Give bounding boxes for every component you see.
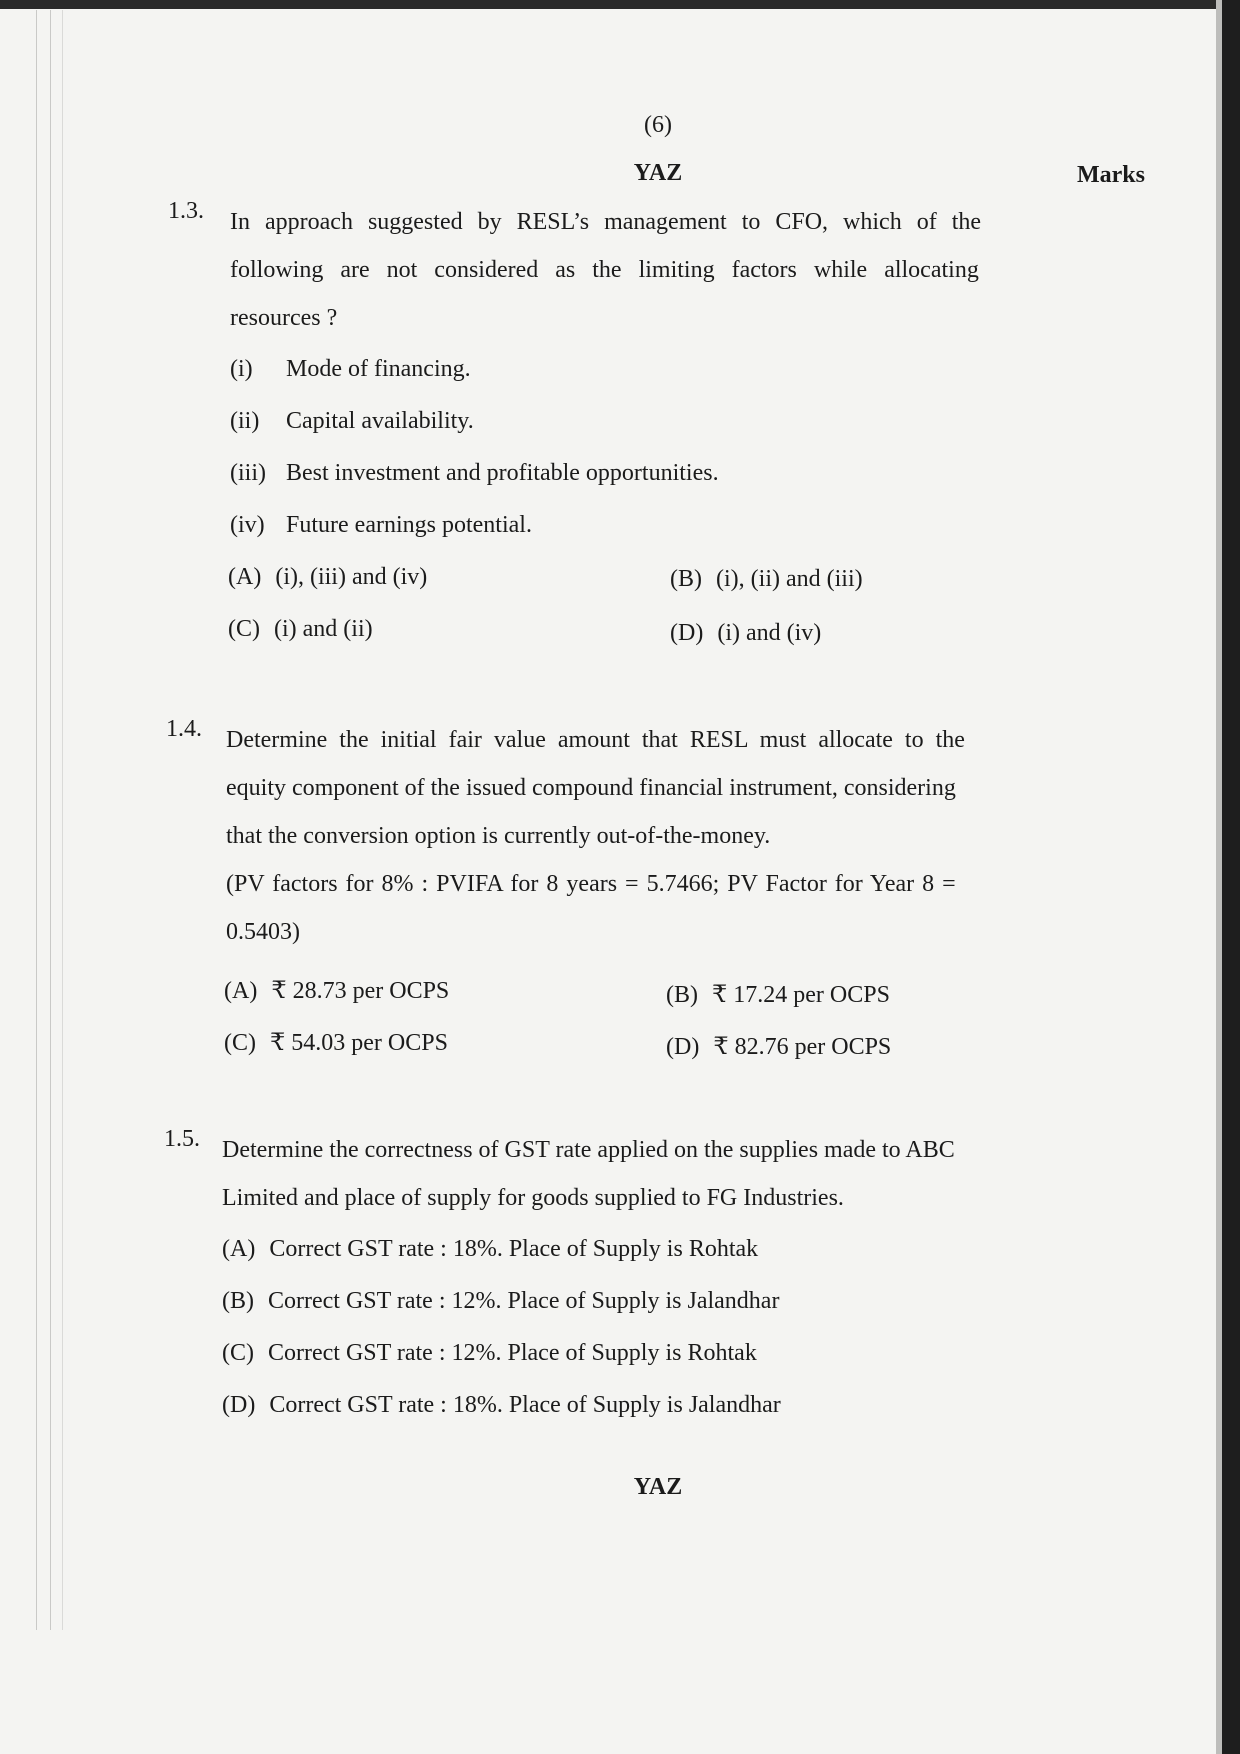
answer-option-c[interactable] bbox=[222, 1340, 757, 1367]
series-code-header: YAZ bbox=[633, 160, 683, 186]
statement-text: Best investment and profitable opportunities. bbox=[286, 460, 719, 486]
page-fold-line bbox=[62, 10, 63, 1630]
answer-option-b[interactable] bbox=[666, 980, 890, 1009]
option-text: (i) and (iv) bbox=[717, 620, 822, 646]
option-text: ₹ 28.73 per OCPS bbox=[271, 978, 450, 1004]
statement-label: (iii) bbox=[230, 460, 266, 486]
option-text: ₹ 54.03 per OCPS bbox=[270, 1030, 448, 1056]
statement-text: Future earnings potential. bbox=[286, 512, 532, 538]
scan-edge-top bbox=[0, 0, 1240, 9]
statement-label: (ii) bbox=[230, 408, 260, 434]
option-label: (C) bbox=[228, 616, 260, 642]
question-text-line: Limited and place of supply for goods supplied to FG Industries. bbox=[222, 1185, 844, 1211]
option-label: (B) bbox=[222, 1288, 254, 1314]
question-number: 1.4. bbox=[166, 716, 202, 742]
option-label: (D) bbox=[666, 1034, 700, 1060]
answer-option-d[interactable] bbox=[670, 620, 821, 647]
question-text-line: following are not considered as the limiting factors while allocating bbox=[230, 257, 979, 283]
answer-option-a[interactable] bbox=[222, 1236, 758, 1263]
option-label: (A) bbox=[228, 564, 262, 590]
question-text-line: Determine the initial fair value amount that RESL must allocate to the bbox=[226, 727, 965, 753]
option-label: (D) bbox=[670, 620, 704, 646]
option-text: Correct GST rate : 18%. Place of Supply is Rohtak bbox=[269, 1236, 759, 1262]
question-text-line: Determine the correctness of GST rate applied on the supplies made to ABC bbox=[222, 1137, 955, 1163]
option-text: ₹ 17.24 per OCPS bbox=[712, 982, 890, 1008]
option-text: (i), (ii) and (iii) bbox=[716, 566, 863, 592]
question-text-line: that the conversion option is currently out-of-the-money. bbox=[226, 823, 771, 849]
statement-item bbox=[230, 408, 474, 435]
question-number: 1.3. bbox=[168, 198, 204, 224]
option-text: (i) and (ii) bbox=[274, 616, 373, 642]
statement-item bbox=[230, 356, 471, 383]
option-label: (B) bbox=[670, 566, 702, 592]
question-text-line: 0.5403) bbox=[226, 919, 300, 945]
answer-option-a[interactable] bbox=[228, 564, 427, 591]
page-fold-line bbox=[50, 10, 51, 1630]
option-label: (A) bbox=[224, 978, 258, 1004]
answer-option-a[interactable] bbox=[224, 976, 449, 1005]
statement-item bbox=[230, 512, 532, 539]
option-text: Correct GST rate : 12%. Place of Supply is Rohtak bbox=[268, 1340, 757, 1366]
question-text bbox=[222, 1126, 1064, 1222]
statement-item bbox=[230, 460, 719, 487]
answer-option-b[interactable] bbox=[222, 1288, 779, 1315]
question-number: 1.5. bbox=[164, 1126, 200, 1152]
answer-option-b[interactable] bbox=[670, 566, 863, 593]
option-label: (C) bbox=[222, 1340, 254, 1366]
series-code-footer: YAZ bbox=[633, 1474, 683, 1500]
statement-text: Capital availability. bbox=[286, 408, 474, 434]
answer-option-d[interactable] bbox=[666, 1032, 891, 1061]
option-label: (A) bbox=[222, 1236, 256, 1262]
question-text-line: equity component of the issued compound financial instrument, considering bbox=[226, 775, 956, 801]
option-text: (i), (iii) and (iv) bbox=[275, 564, 428, 590]
statement-label: (i) bbox=[230, 356, 253, 382]
option-label: (B) bbox=[666, 982, 698, 1008]
option-text: ₹ 82.76 per OCPS bbox=[713, 1034, 892, 1060]
question-text-line: (PV factors for 8% : PVIFA for 8 years = 5.7466; PV Factor for Year 8 = bbox=[226, 871, 956, 897]
option-text: Correct GST rate : 12%. Place of Supply is Jalandhar bbox=[268, 1288, 780, 1314]
marks-column-heading: Marks bbox=[1077, 162, 1145, 188]
question-text bbox=[230, 198, 1154, 342]
option-label: (D) bbox=[222, 1392, 256, 1418]
question-text-line: resources ? bbox=[230, 305, 338, 331]
page-fold-line bbox=[36, 10, 37, 1630]
question-text-line: In approach suggested by RESL’s management to CFO, which of the bbox=[230, 209, 982, 235]
statement-text: Mode of financing. bbox=[286, 356, 471, 382]
question-text bbox=[226, 716, 1066, 956]
answer-option-c[interactable] bbox=[228, 616, 373, 643]
statement-label: (iv) bbox=[230, 512, 265, 538]
answer-option-c[interactable] bbox=[224, 1028, 448, 1057]
page-number: (6) bbox=[644, 112, 672, 138]
option-label: (C) bbox=[224, 1030, 256, 1056]
answer-option-d[interactable] bbox=[222, 1392, 781, 1419]
option-text: Correct GST rate : 18%. Place of Supply is Jalandhar bbox=[269, 1392, 781, 1418]
